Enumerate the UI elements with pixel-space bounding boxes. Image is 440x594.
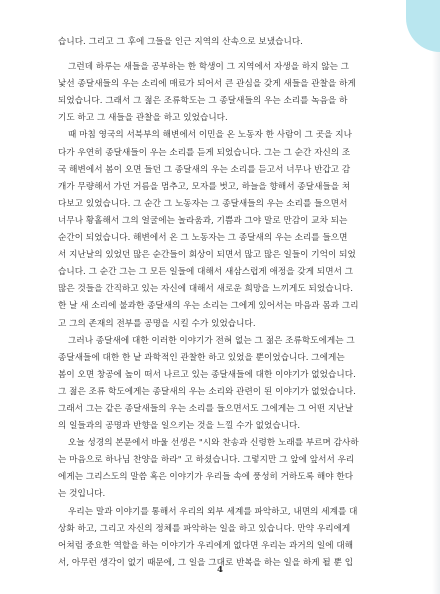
page-number: 4	[217, 565, 223, 575]
text-line: 서 지난날의 있었던 많은 순간들이 회상이 되면서 많고 많은 일들이 기억이 되었	[58, 250, 356, 261]
text-line: 되었습니다. 그래서 그 젊은 조류학도는 그 종달새들의 우는 소리를 녹음을 하	[58, 96, 348, 107]
text-line: 때 마침 영국의 서북부의 해변에서 이민을 온 노동자 한 사람이 그 곳을 지나	[68, 130, 352, 141]
text-line: 서, 아무런 생각이 없기 때문에, 그 일을 그대로 반복을 하는 일을 하게 될 뿐 입	[58, 557, 354, 568]
text-line: 는 마음으로 하나님 찬양을 하라" 고 하셨습니다. 그렇지만 그 앞에 앞서서 우리	[58, 455, 355, 466]
text-line: 한 날 새 소리에 불과한 종달새의 우는 소리는 그에게 있어서는 마음과 몸과 그리	[58, 301, 359, 312]
text-line: 그래서 그는 같은 종달새들의 우는 소리를 들으면서도 그에게는 그 어떤 지난날	[58, 403, 354, 414]
corner-tab-decoration	[406, 0, 440, 52]
text-line: 그 젊은 조류 학도에게는 종달새의 우는 소리와 관련이 된 이야기가 없었습니다.	[58, 386, 356, 397]
page-edge-shade	[432, 0, 440, 594]
text-line: 많은 것들을 간직하고 있는 자신에 대해서 새로운 희망을 느끼게도 되었습니다.	[58, 284, 354, 295]
text-line: 그런데 하루는 새들을 공부하는 한 학생이 그 지역에서 자생을 하지 않는 그	[68, 62, 350, 73]
text-line: 습니다. 그리고 그 후에 그들을 인근 지역의 산속으로 보냈습니다.	[58, 37, 303, 47]
body-text	[58, 34, 398, 572]
text-line: 오늘 성경의 본문에서 바울 선생은 "시와 찬송과 신령한 노래를 부르며 감사하	[68, 438, 359, 449]
text-line: 봄이 오면 창공에 높이 떠서 나르고 있는 종달새들에 대한 이야기가 없었습니다.	[58, 369, 356, 380]
text-line: 개가 무량해서 가던 거름을 멈추고, 모자를 벗고, 하늘을 향해서 종달새들을 쳐	[58, 181, 351, 192]
text-line: 종달새들에 대한 한 낱 과학적인 관찰한 하고 있었을 뿐이었습니다. 그에게는	[58, 352, 345, 363]
text-line: 우리는 말과 이야기를 통해서 우리의 외부 세계를 파악하고, 내면의 세계를 대	[68, 506, 358, 517]
text-line: 순간이 되었습니다. 해변에서 온 그 노동자는 그 종달새의 우는 소리를 들으면	[58, 233, 348, 244]
text-line: 의 일들과의 공명과 반향을 일으키는 것을 느낄 수가 없었습니다.	[58, 421, 301, 432]
text-line: 낯선 종달새들의 우는 소리에 매료가 되어서 큰 관심을 갖게 새들을 관찰을 하게	[58, 79, 356, 90]
text-line: 국 해변에서 봄이 오면 들던 그 종달새의 우는 소리를 듣고서 너무나 반갑고 감	[58, 164, 351, 175]
text-line: 상화 하고, 그리고 자신의 정체를 파악하는 일을 하고 있습니다. 만약 우리에게	[58, 523, 351, 534]
text-line: 고 그의 존재의 전부를 공명을 시킬 수가 있었습니다.	[58, 318, 256, 329]
text-line: 어쳐럼 중요한 역할을 하는 이야기가 우리에게 없다면 우리는 과거의 일에 대해	[58, 540, 354, 551]
text-line: 너무나 황홀해서 그의 얼굴에는 놀라움과, 기쁨과 그야 말로 만감이 교차 되는	[58, 215, 348, 226]
text-line: 다가 우연히 종달새들이 우는 소리를 듣게 되었습니다. 그는 그 순간 자신의 조	[58, 147, 351, 158]
text-line: 는 것입니다.	[58, 489, 106, 500]
text-line: 에게는 그리스도의 말씀 혹은 이야기가 우리들 속에 풍성히 거하도록 해야 한다	[58, 472, 354, 483]
text-line: 그러나 종달새에 대한 이러한 이야기가 전혀 없는 그 젊은 조류학도에게는 그	[68, 335, 355, 346]
text-line: 습니다. 그 순간 그는 그 모든 일들에 대해서 새삼스럽게 애정을 갖게 되면서 그	[58, 267, 354, 278]
text-line: 다보고 있었습니다. 그 순간 그 노동자는 그 종달새들의 우는 소리를 들으면서	[58, 198, 348, 209]
text-line: 기도 하고 그 새들을 관찰을 하고 있었습니다.	[58, 113, 228, 124]
